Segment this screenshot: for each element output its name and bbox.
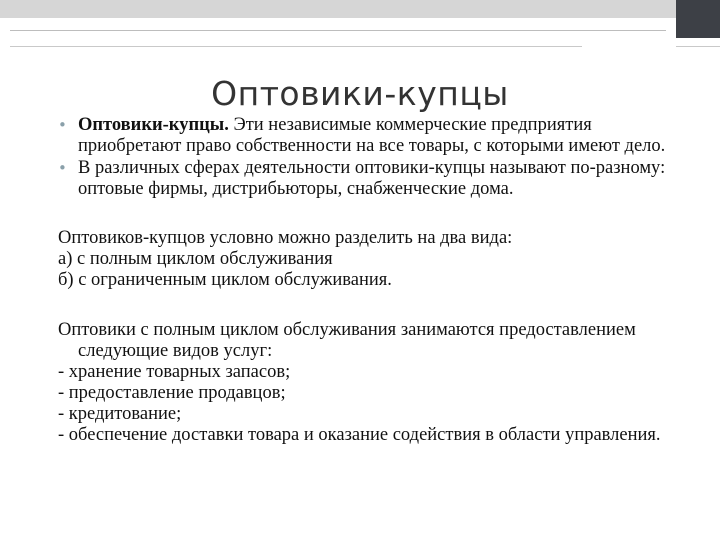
bullet-text: В различных сферах деятельности оптовики-купцы называют по-разному: оптовые фирмы, дистрибьюторы, снабженческие дома. bbox=[78, 158, 666, 199]
type-b: б) с ограниченным циклом обслуживания. bbox=[58, 270, 392, 290]
header-rule-1 bbox=[10, 30, 666, 31]
service-item: - обеспечение доставки товара и оказание содействия в области управления. bbox=[58, 425, 661, 445]
header-rule-2 bbox=[10, 46, 582, 47]
bullet-list bbox=[58, 115, 698, 200]
slide-title: Оптовики-купцы bbox=[211, 74, 509, 113]
service-item: - кредитование; bbox=[58, 404, 182, 424]
bullet-text: Эти независимые коммерческие предприятия приобретают право собственности на все товары, с которыми имеют дело. bbox=[78, 115, 666, 156]
service-item: - хранение товарных запасов; bbox=[58, 362, 291, 382]
types-block bbox=[58, 228, 698, 291]
header-strip bbox=[0, 0, 676, 18]
type-a: а) с полным циклом обслуживания bbox=[58, 249, 333, 269]
bullet-item bbox=[58, 158, 698, 200]
header-rule-3 bbox=[676, 46, 720, 47]
bullet-dot-icon: • bbox=[58, 116, 67, 134]
service-item: - предоставление продавцов; bbox=[58, 383, 286, 403]
services-intro: Оптовики с полным циклом обслуживания занимаются предоставлением следующие видов услуг: bbox=[58, 320, 636, 361]
header-dark-block bbox=[676, 0, 720, 38]
bullet-bold-lead: Оптовики-купцы. bbox=[78, 115, 229, 135]
bullet-dot-icon: • bbox=[58, 159, 67, 177]
services-block bbox=[58, 320, 698, 446]
slide-content bbox=[58, 115, 698, 446]
slide-header-decoration bbox=[0, 0, 720, 38]
types-intro: Оптовиков-купцов условно можно разделить на два вида: bbox=[58, 228, 513, 248]
bullet-item bbox=[58, 115, 698, 157]
